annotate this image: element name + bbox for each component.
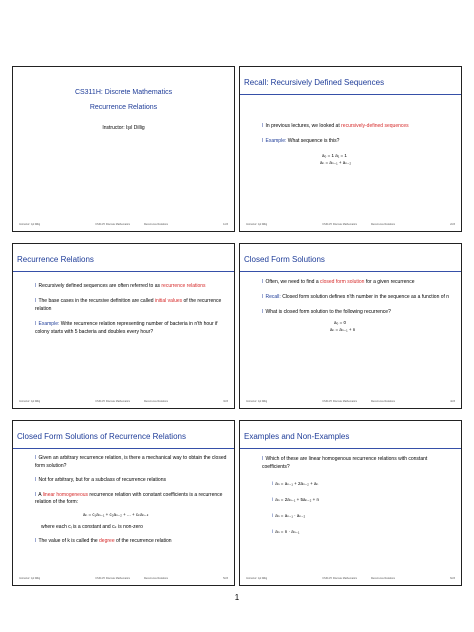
bullet-item: l A linear homogeneous recurrence relation with constant coefficients is a recurrence relation of the form: [35, 491, 223, 505]
slide-title: Recurrence Relations [17, 255, 94, 264]
bullet-icon: l [35, 491, 37, 498]
footer-page: 1/23 [223, 222, 228, 226]
bullet-item: l Not for arbitrary, but for a subclass of recurrence relations [35, 477, 166, 483]
equation: a₀ = 1 a₁ = 1 [322, 153, 347, 158]
slide-4 [239, 243, 462, 409]
bullet-icon: l [262, 279, 264, 285]
example-3: l aₙ = aₙ₋₁ · aₙ₋₂ [272, 513, 306, 518]
bullet-icon: l [35, 477, 37, 483]
bullet-icon: l [262, 138, 264, 144]
slide-title: Closed Form Solutions [244, 255, 325, 264]
bullet-item: l What is closed form solution to the following recurrence? [262, 309, 391, 315]
example-1: l aₙ = aₙ₋₁ + 2aₙ₋₂ + aₙ [272, 481, 319, 486]
slide-2 [239, 66, 462, 232]
bullet-icon: l [35, 538, 37, 544]
bullet-icon: l [262, 294, 264, 300]
equation: a₀ = 0 [334, 320, 347, 325]
slide-footer: Instructor: Işıl Dillig CS311H: Discrete Mathematics Recurrence Relations 2/23 [246, 222, 455, 226]
equation: aₙ = c₁aₙ₋₁ + c₂aₙ₋₂ + ... + cₖaₙ₋ₖ [83, 511, 149, 517]
text-line: where each cᵢ is a constant and cₖ is non-zero [41, 523, 143, 530]
slide-6 [239, 420, 462, 586]
footer-author: Instructor: Işıl Dillig [19, 222, 41, 226]
slide-3 [12, 243, 235, 409]
footer-course: CS311H: Discrete Mathematics [95, 222, 130, 226]
bullet-item: l Which of these are linear homogenous recurrence relations with constant coefficients? [262, 456, 428, 470]
bullet-icon: l [35, 321, 37, 327]
bullet-icon: l [262, 309, 264, 315]
title-rule [240, 448, 461, 449]
slide-footer [19, 221, 228, 227]
equation: aₙ = aₙ₋₁ + aₙ₋₂ [320, 160, 352, 165]
title-rule [13, 448, 234, 449]
bullet-item: l Often, we need to find a closed form solution for a given recurrence [262, 279, 415, 285]
slide-footer: Instructor: Işıl Dillig CS311H: Discrete Mathematics Recurrence Relations 4/23 [246, 399, 455, 403]
example-4: l aₙ = n · aₙ₋₁ [272, 529, 300, 534]
footer-topic: Recurrence Relations [143, 222, 168, 226]
slide-footer: Instructor: Işıl Dillig CS311H: Discrete Mathematics Recurrence Relations 3/23 [19, 399, 228, 403]
instructor-line: Instructor: Işıl Dillig [102, 125, 145, 131]
slide-title: Examples and Non-Examples [244, 432, 350, 441]
bullet-item: l Given an arbitrary recurrence relation, is there a mechanical way to obtain the closed form solution? [35, 455, 227, 469]
bullet-icon: l [262, 123, 264, 129]
slide-title: Recall: Recursively Defined Sequences [244, 78, 385, 87]
bullet-icon: l [35, 298, 37, 304]
bullet-icon: l [262, 456, 264, 462]
title-rule [240, 94, 461, 95]
example-2: l aₙ = 2aₙ₋₁ + 5aₙ₋₂ + n [272, 497, 320, 502]
bullet-icon: l [35, 455, 37, 461]
slide-title: Closed Form Solutions of Recurrence Relations [17, 432, 186, 441]
title-rule [13, 271, 234, 272]
bullet-item: l Example: Write recurrence relation representing number of bacteria in n'th hour if colony starts with 5 bacteria and doubles every hour? [35, 321, 218, 335]
title-rule [240, 271, 461, 272]
bullet-item: l The base cases in the recursive definition are called initial values of the recurrence relation [35, 298, 222, 312]
slide-footer: Instructor: Işıl Dillig CS311H: Discrete Mathematics Recurrence Relations 5/23 [19, 576, 228, 580]
slide-footer: Instructor: Işıl Dillig CS311H: Discrete Mathematics Recurrence Relations 6/23 [246, 576, 455, 580]
bullet-icon: l [35, 283, 37, 289]
bullet-item: l The value of k is called the degree of the recurrence relation [35, 538, 172, 544]
slide-subtitle: Recurrence Relations [89, 104, 158, 111]
bullet-item: l In previous lectures, we looked at recursively-defined sequences [262, 123, 409, 129]
slide-title: CS311H: Discrete Mathematics [74, 89, 173, 96]
page-number: 1 [234, 593, 240, 602]
bullet-item: l Example: What sequence is this? [262, 138, 340, 144]
bullet-item: l Recursively defined sequences are often referred to as recurrence relations [35, 283, 206, 289]
bullet-item: l Recall: Closed form solution defines n'th number in the sequence as a function of n [262, 294, 450, 300]
slide-5 [12, 420, 235, 586]
equation: aₙ = aₙ₋₁ + n [330, 327, 356, 332]
slide-1 [12, 66, 235, 232]
